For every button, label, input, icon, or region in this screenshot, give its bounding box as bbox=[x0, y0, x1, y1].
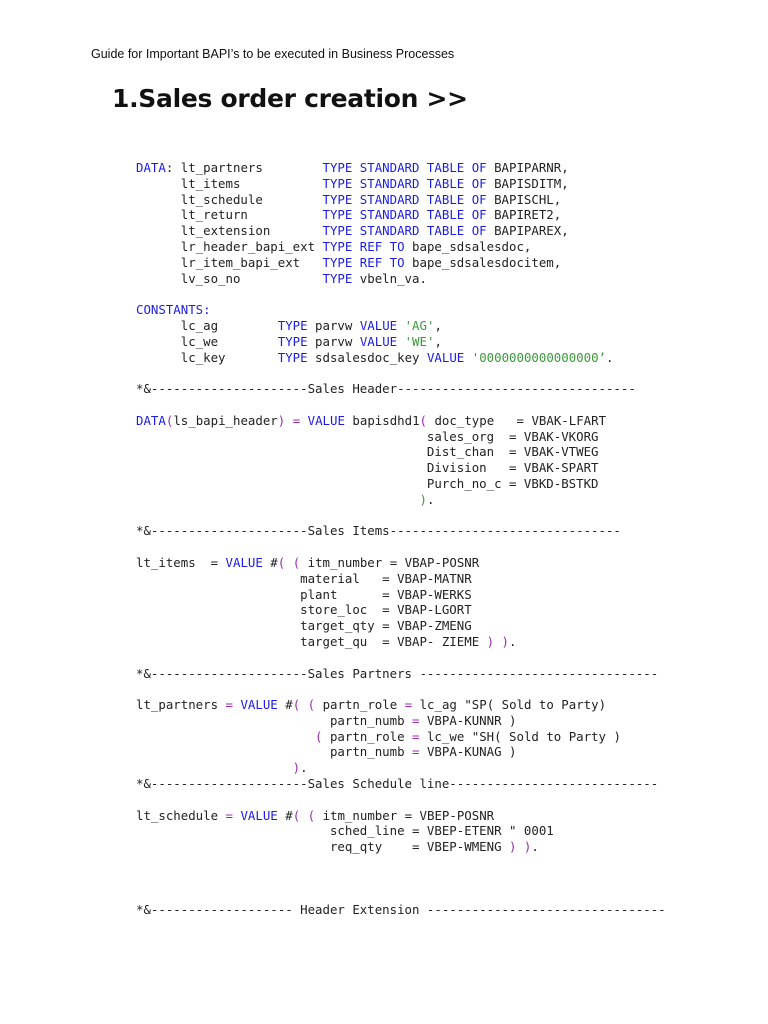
code-line bbox=[136, 808, 666, 824]
code-line bbox=[136, 334, 666, 350]
section-title: 1.Sales order creation >> bbox=[112, 84, 468, 113]
code-token: partn_numb bbox=[136, 712, 413, 728]
code-token: . bbox=[606, 349, 614, 365]
code-token bbox=[300, 697, 307, 712]
code-token: ( bbox=[419, 412, 428, 428]
code-line bbox=[136, 239, 666, 255]
code-token: vbeln_va. bbox=[352, 270, 427, 286]
code-token: VALUE bbox=[240, 697, 278, 713]
code-token: lc_key bbox=[136, 349, 278, 365]
code-token: VALUE bbox=[225, 554, 263, 570]
code-line bbox=[136, 223, 666, 239]
code-token: lv_so_no bbox=[136, 270, 323, 286]
code-token: TYPE STANDARD TABLE OF bbox=[322, 160, 487, 175]
code-token: lc_ag bbox=[136, 317, 278, 333]
code-token: BAPISCHL, bbox=[486, 191, 562, 207]
code-line bbox=[136, 350, 666, 366]
code-line bbox=[136, 271, 666, 287]
code-line bbox=[136, 571, 666, 587]
code-line bbox=[136, 792, 666, 808]
code-line bbox=[136, 823, 666, 839]
code-line bbox=[136, 650, 666, 666]
code-line bbox=[136, 508, 666, 524]
code-token: *&------------------- Header Extension -------------------------------- bbox=[136, 902, 666, 918]
code-token: ( bbox=[292, 554, 301, 570]
code-token: ( bbox=[307, 697, 316, 713]
code-token bbox=[397, 318, 404, 333]
code-line bbox=[136, 634, 666, 650]
code-line bbox=[136, 492, 666, 508]
code-token: TYPE REF TO bbox=[322, 254, 405, 270]
code-token: lt_items bbox=[136, 175, 323, 191]
code-token: TYPE STANDARD TABLE OF bbox=[322, 207, 487, 223]
code-token: *&---------------------Sales Schedule line---------------------------- bbox=[136, 776, 659, 792]
code-token: ( bbox=[292, 697, 301, 713]
code-line bbox=[136, 681, 666, 697]
code-line bbox=[136, 744, 666, 760]
code-token: '0000000000000000’ bbox=[471, 349, 607, 365]
code-token: = bbox=[292, 412, 301, 428]
code-token: ( bbox=[277, 554, 286, 570]
code-token: lc_we "SH( Sold to Party ) bbox=[419, 728, 621, 744]
code-token: itm_number = VBAP-POSNR bbox=[300, 554, 480, 570]
code-token: # bbox=[277, 697, 293, 713]
code-token: VALUE bbox=[307, 412, 345, 428]
code-token: VALUE bbox=[426, 349, 465, 365]
code-line bbox=[136, 286, 666, 302]
code-token: bape_sdsalesdocitem, bbox=[404, 254, 562, 270]
code-token bbox=[285, 555, 292, 570]
code-token: lt_extension bbox=[136, 223, 323, 239]
code-token: . bbox=[531, 839, 539, 855]
code-token: lc_ag "SP( Sold to Party) bbox=[412, 697, 607, 713]
code-token: . bbox=[509, 633, 517, 649]
code-line bbox=[136, 697, 666, 713]
code-line bbox=[136, 318, 666, 334]
code-token: TYPE REF TO bbox=[322, 238, 405, 254]
code-token: lt_items = bbox=[136, 554, 226, 570]
code-token: = bbox=[225, 697, 233, 713]
code-token: lr_item_bapi_ext bbox=[136, 254, 323, 270]
code-token: itm_number = VBEP-POSNR bbox=[315, 807, 495, 823]
code-token: VALUE bbox=[240, 807, 278, 823]
code-token: plant = VBAP-WERKS bbox=[136, 586, 472, 602]
code-token: ) bbox=[419, 491, 427, 507]
code-line bbox=[136, 255, 666, 271]
code-line bbox=[136, 302, 666, 318]
code-line bbox=[136, 539, 666, 555]
code-token: # bbox=[262, 554, 278, 570]
code-token: parvw bbox=[307, 333, 360, 349]
code-token: TYPE bbox=[322, 270, 353, 286]
code-line bbox=[136, 871, 666, 887]
code-token: ( bbox=[292, 807, 301, 823]
code-token: partn_role bbox=[315, 697, 405, 713]
code-line bbox=[136, 523, 666, 539]
code-token: # bbox=[277, 807, 293, 823]
code-line bbox=[136, 776, 666, 792]
code-token: bape_sdsalesdoc, bbox=[404, 238, 532, 254]
code-token: ) bbox=[292, 760, 301, 776]
code-line bbox=[136, 365, 666, 381]
code-line bbox=[136, 192, 666, 208]
code-line bbox=[136, 160, 666, 176]
code-token: : lt_partners bbox=[165, 160, 323, 175]
code-token: VBPA-KUNNR ) bbox=[419, 712, 517, 728]
code-token: partn_numb bbox=[136, 744, 413, 760]
code-token: target_qty = VBAP-ZMENG bbox=[136, 618, 472, 634]
code-token: ) ) bbox=[486, 633, 510, 649]
code-token: 'WE' bbox=[404, 333, 435, 349]
code-token: TYPE bbox=[277, 333, 308, 349]
code-token: DATA bbox=[136, 412, 166, 428]
code-line bbox=[136, 760, 666, 776]
code-token bbox=[397, 334, 404, 349]
code-token: lt_schedule bbox=[136, 807, 226, 823]
code-token: DATA bbox=[136, 160, 166, 175]
code-token: target_qu = VBAP- ZIEME bbox=[136, 633, 487, 649]
code-token: = bbox=[225, 807, 233, 823]
code-line bbox=[136, 618, 666, 634]
code-line bbox=[136, 729, 666, 745]
code-token: TYPE STANDARD TABLE OF bbox=[322, 175, 487, 191]
code-token: ) bbox=[277, 412, 286, 428]
code-line bbox=[136, 855, 666, 871]
code-token bbox=[300, 413, 307, 428]
code-token: ( bbox=[315, 728, 323, 744]
code-token: . bbox=[300, 760, 308, 776]
code-token: = bbox=[404, 697, 413, 713]
code-token: TYPE bbox=[277, 349, 308, 365]
code-token: TYPE STANDARD TABLE OF bbox=[322, 223, 487, 239]
code-token: ls_bapi_header bbox=[173, 412, 278, 428]
code-token: ( bbox=[165, 412, 174, 428]
code-token: partn_role bbox=[322, 728, 413, 744]
code-token: VALUE bbox=[359, 317, 398, 333]
code-token: lt_return bbox=[136, 207, 323, 223]
code-token bbox=[285, 413, 292, 428]
code-line bbox=[136, 381, 666, 397]
code-line bbox=[136, 839, 666, 855]
code-token: 'AG' bbox=[404, 317, 435, 333]
code-token: sales_org = VBAK-VKORG bbox=[136, 428, 599, 444]
code-token: BAPISDITM, bbox=[486, 175, 569, 191]
code-token: lc_we bbox=[136, 333, 278, 349]
code-token: Dist_chan = VBAK-VTWEG bbox=[136, 444, 599, 460]
code-token: req_qty = VBEP-WMENG bbox=[136, 839, 509, 855]
code-token: Division = VBAK-SPART bbox=[136, 460, 599, 476]
code-token: ) ) bbox=[509, 839, 532, 855]
code-token bbox=[136, 760, 293, 775]
code-token: lr_header_bapi_ext bbox=[136, 238, 323, 254]
code-token: material = VBAP-MATNR bbox=[136, 570, 472, 586]
code-token: *&---------------------Sales Header-------------------------------- bbox=[136, 381, 636, 397]
code-block bbox=[136, 160, 666, 918]
code-token: , bbox=[434, 333, 442, 349]
code-token: . bbox=[426, 491, 435, 507]
code-token: = bbox=[412, 744, 420, 760]
code-token bbox=[464, 350, 471, 365]
code-token: *&---------------------Sales Items------------------------------- bbox=[136, 523, 621, 539]
code-token: CONSTANTS: bbox=[136, 302, 211, 318]
code-token: doc_type = VBAK-LFART bbox=[427, 412, 607, 428]
code-line bbox=[136, 476, 666, 492]
code-token: = bbox=[412, 728, 420, 744]
code-line bbox=[136, 207, 666, 223]
code-token: BAPIRET2, bbox=[486, 207, 562, 223]
code-token: store_loc = VBAP-LGORT bbox=[136, 602, 472, 618]
code-line bbox=[136, 902, 666, 918]
code-line bbox=[136, 460, 666, 476]
code-token bbox=[136, 729, 315, 744]
code-token: = bbox=[412, 712, 420, 728]
code-token: lt_schedule bbox=[136, 191, 323, 207]
code-token: bapisdhd1 bbox=[344, 412, 420, 428]
code-line bbox=[136, 176, 666, 192]
code-line bbox=[136, 397, 666, 413]
code-token bbox=[300, 808, 307, 823]
code-token: sdsalesdoc_key bbox=[307, 349, 427, 365]
code-line bbox=[136, 444, 666, 460]
code-token: TYPE STANDARD TABLE OF bbox=[322, 191, 487, 207]
code-token: *&---------------------Sales Partners -------------------------------- bbox=[136, 665, 659, 681]
code-token: VBPA-KUNAG ) bbox=[419, 744, 517, 760]
code-token: BAPIPARNR, bbox=[486, 160, 569, 175]
code-line bbox=[136, 666, 666, 682]
code-line bbox=[136, 713, 666, 729]
code-line bbox=[136, 429, 666, 445]
code-line bbox=[136, 887, 666, 903]
document-header: Guide for Important BAPI’s to be executed in Business Processes bbox=[91, 47, 455, 61]
code-line bbox=[136, 602, 666, 618]
code-token: , bbox=[434, 317, 442, 333]
code-line bbox=[136, 413, 666, 429]
code-token: TYPE bbox=[277, 317, 308, 333]
code-token: BAPIPAREX, bbox=[486, 223, 569, 239]
code-token bbox=[136, 492, 419, 507]
code-line bbox=[136, 587, 666, 603]
code-token: parvw bbox=[307, 317, 360, 333]
code-token: sched_line = VBEP-ETENR " 0001 bbox=[136, 823, 554, 839]
code-token: ( bbox=[307, 807, 316, 823]
code-token: VALUE bbox=[359, 333, 398, 349]
code-line bbox=[136, 555, 666, 571]
code-token: Purch_no_c = VBKD-BSTKD bbox=[136, 475, 599, 491]
code-token: lt_partners bbox=[136, 697, 226, 713]
